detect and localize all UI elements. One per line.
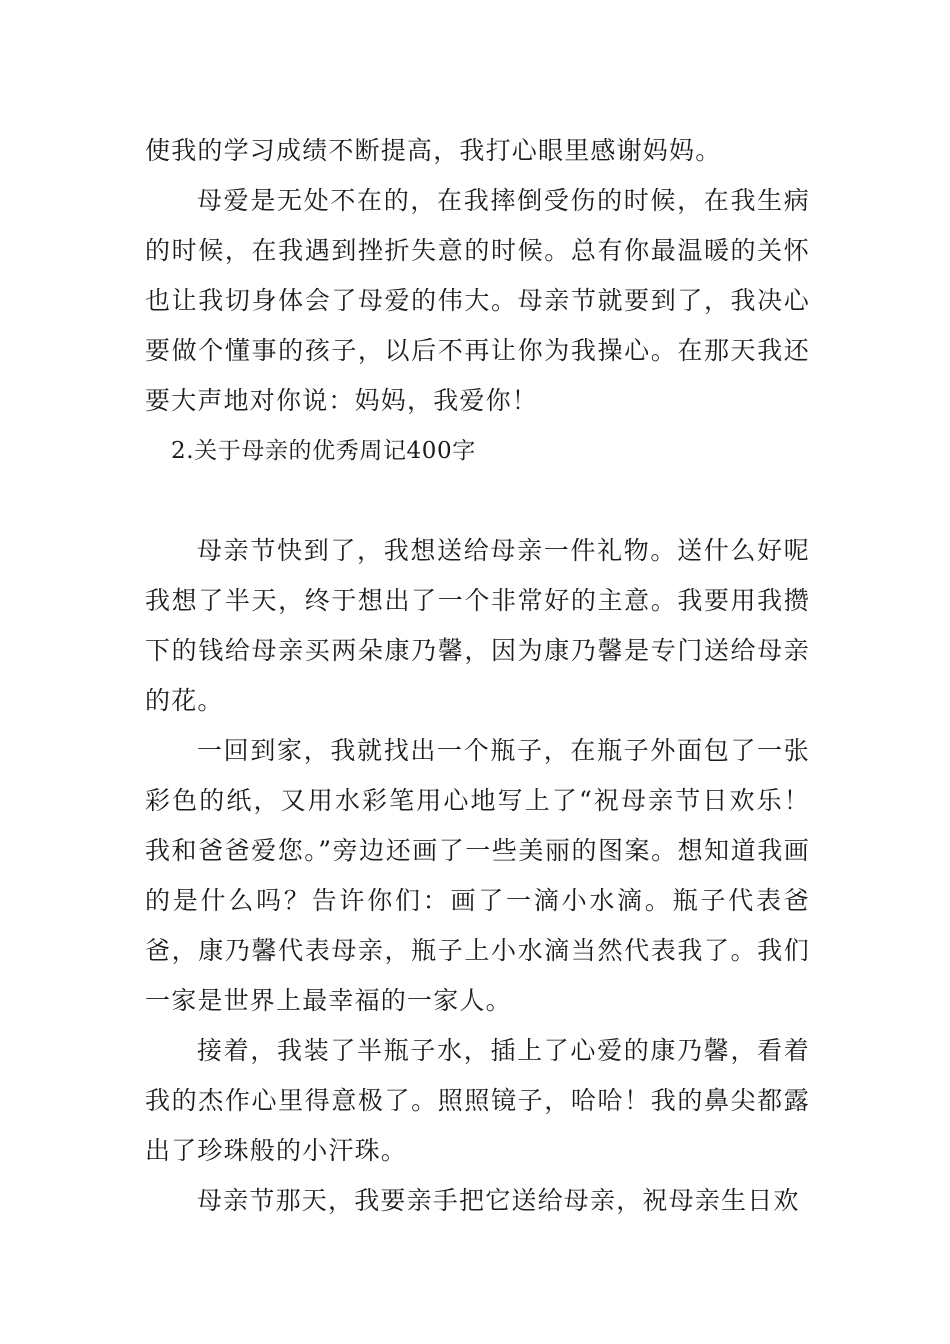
paragraph-gift-idea: 母亲节快到了，我想送给母亲一件礼物。送什么好呢我想了半天，终于想出了一个非常好的主意。我要用我攒下的钱给母亲买两朵康乃馨，因为康乃馨是专门送给母亲的花。 (145, 536, 810, 715)
paragraph-mother-love: 母爱是无处不在的，在我摔倒受伤的时候，在我生病的时候，在我遇到挫折失意的时候。总有你最温暖的关怀也让我切身体会了母爱的伟大。母亲节就要到了，我决心要做个懂事的孩子，以后不再让你为我操心。在那天我还要大声地对你说：妈妈，我爱你！ (145, 186, 810, 415)
paragraph-bottle-decoration: 一回到家，我就找出一个瓶子，在瓶子外面包了一张彩色的纸，又用水彩笔用心地写上了“祝母亲节日欢乐！我和爸爸爱您。”旁边还画了一些美丽的图案。想知道我画的是什么吗？告许你们：画了一滴小水滴。瓶子代表爸爸，康乃馨代表母亲，瓶子上小水滴当然代表我了。我们一家是世界上最幸福的一家人。 (145, 736, 810, 1015)
section-heading: 2.关于母亲的优秀周记400字 (171, 438, 476, 464)
document-body (145, 126, 810, 1226)
paragraph-mothers-day: 母亲节那天，我要亲手把它送给母亲，祝母亲生日欢 (197, 1186, 800, 1215)
paragraph-carnation: 接着，我装了半瓶子水，插上了心爱的康乃馨，看着我的杰作心里得意极了。照照镜子，哈哈！我的鼻尖都露出了珍珠般的小汗珠。 (145, 1036, 810, 1165)
blank-line (145, 476, 810, 526)
paragraph-continuation: 使我的学习成绩不断提高，我打心眼里感谢妈妈。 (145, 136, 722, 165)
